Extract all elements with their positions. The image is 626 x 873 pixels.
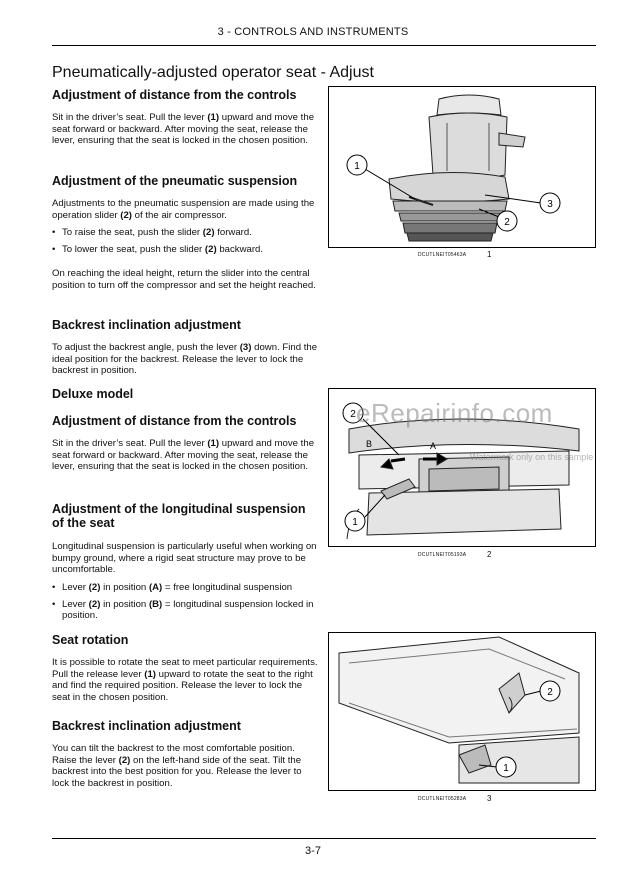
section-heading-pneumatic: Adjustment of the pneumatic suspension bbox=[52, 174, 298, 188]
section-heading-distance-deluxe: Adjustment of distance from the controls bbox=[52, 414, 297, 428]
callout-label: 3 bbox=[547, 199, 553, 210]
section-heading-backrest-deluxe: Backrest inclination adjustment bbox=[52, 719, 241, 733]
paragraph-distance-deluxe: Sit in the driver’s seat. Pull the lever (1) upward and move the seat forward or backward. After moving the seat, release the lever, ensuring that the seat is locked in the chosen position. bbox=[52, 438, 315, 473]
list-pneumatic bbox=[52, 227, 320, 260]
figure-3-code: DCUTLNEIT05283A bbox=[418, 796, 467, 802]
position-label-b: B bbox=[365, 439, 373, 449]
figure-2-code: DCUTLNEIT05193A bbox=[418, 552, 467, 558]
list-item: • To raise the seat, push the slider (2) forward. bbox=[52, 227, 320, 239]
watermark: eRepairinfo.com bbox=[356, 398, 553, 428]
position-label-a: A bbox=[429, 441, 437, 451]
paragraph-ideal-height: On reaching the ideal height, return the slider into the central position to turn off the compressor and set the height reached. bbox=[52, 268, 316, 291]
paragraph-longitudinal: Longitudinal suspension is particularly useful when working on bumpy ground, where a rigid seat structure may prove to be uncomfortable. bbox=[52, 541, 317, 576]
section-heading-backrest: Backrest inclination adjustment bbox=[52, 318, 241, 332]
callout-label: 1 bbox=[503, 763, 509, 774]
paragraph-distance: Sit in the driver’s seat. Pull the lever (1) upward and move the seat forward or backward. After moving the seat, release the lever, ensuring that the seat is locked in the chosen position. bbox=[52, 112, 315, 147]
list-item: • To lower the seat, push the slider (2) backward. bbox=[52, 244, 320, 256]
deluxe-heading: Deluxe model bbox=[52, 387, 134, 401]
callout-label: 1 bbox=[354, 161, 360, 172]
figure-3-number: 3 bbox=[487, 794, 492, 803]
callout-label: 1 bbox=[352, 517, 358, 528]
paragraph-backrest: To adjust the backrest angle, push the lever (3) down. Find the ideal position for the backrest. Release the lever to lock the backrest in position. bbox=[52, 342, 318, 377]
seat-drawing-3 bbox=[329, 633, 595, 790]
figure-1-seat-illustration bbox=[328, 86, 596, 248]
seat-drawing-1 bbox=[329, 87, 595, 247]
callout-label: 2 bbox=[547, 687, 553, 698]
list-item: • Lever (2) in position (B) = longitudinal suspension locked in position. bbox=[52, 599, 320, 622]
section-heading-rotation: Seat rotation bbox=[52, 633, 129, 647]
running-header: 3 - CONTROLS AND INSTRUMENTS bbox=[217, 26, 409, 38]
figure-1-code: DCUTLNEIT05463A bbox=[418, 252, 467, 258]
paragraph-rotation: It is possible to rotate the seat to meet particular requirements. Pull the release lever (1) upward to rotate the seat to the right and find the required position. Release the lever to lock the seat in the chosen position. bbox=[52, 657, 318, 703]
paragraph-backrest-deluxe: You can tilt the backrest to the most comfortable position. Raise the lever (2) on the left-hand side of the seat. Tilt the backrest into the best position for you. Release the lever to lock the backrest in position. bbox=[52, 743, 302, 789]
list-item: • Lever (2) in position (A) = free longitudinal suspension bbox=[52, 582, 320, 594]
figure-1-number: 1 bbox=[487, 250, 492, 259]
callout-label: 2 bbox=[504, 217, 510, 228]
paragraph-pneumatic: Adjustments to the pneumatic suspension are made using the operation slider (2) of the air compressor. bbox=[52, 198, 315, 221]
section-heading-longitudinal: Adjustment of the longitudinal suspension of the seat bbox=[52, 502, 306, 530]
footer-rule bbox=[52, 838, 596, 839]
page-number: 3-7 bbox=[305, 845, 321, 857]
watermark-sub: Watermark only on this sample bbox=[470, 452, 594, 462]
section-heading-distance: Adjustment of distance from the controls bbox=[52, 88, 297, 102]
page-title: Pneumatically-adjusted operator seat - Adjust bbox=[52, 64, 374, 81]
callout-label: 2 bbox=[350, 409, 356, 420]
figure-2-number: 2 bbox=[487, 550, 492, 559]
header-rule bbox=[52, 45, 596, 46]
figure-3-seat-illustration bbox=[328, 632, 596, 791]
list-longitudinal bbox=[52, 582, 320, 627]
